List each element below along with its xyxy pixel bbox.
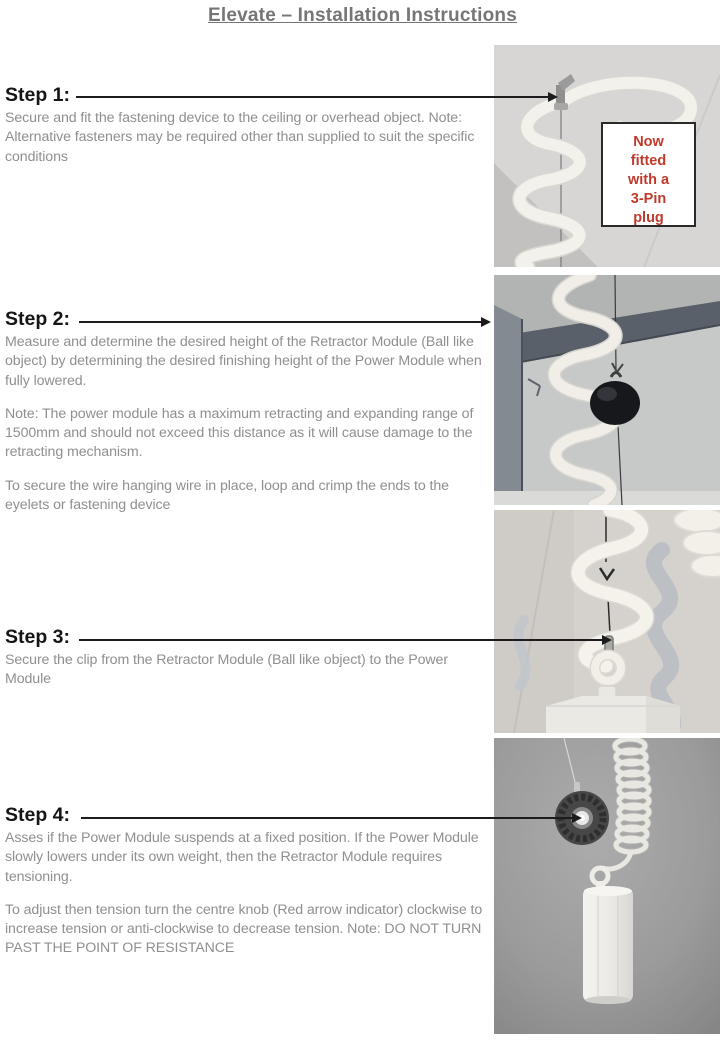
step-2-paragraph-2: To secure the wire hanging wire in place, loop and crimp the ends to the eyelets or fastening device bbox=[5, 477, 449, 514]
step-1-arrow bbox=[76, 96, 550, 98]
steel-stud bbox=[494, 305, 522, 505]
photo-step2-illustration bbox=[494, 275, 720, 505]
callout-line: with a bbox=[627, 172, 670, 188]
step-4-heading: Step 4: bbox=[5, 804, 71, 826]
photo-step1-ceiling-fastener bbox=[494, 45, 720, 267]
step-2-paragraph: Measure and determine the desired height of the Retractor Module (Ball like object) by determining the desired finishing height of the Power Module when fully lowered. bbox=[5, 334, 482, 389]
step-3-paragraph: Secure the clip from the Retractor Module (Ball like object) to the Power Module bbox=[5, 652, 448, 688]
step-1-heading: Step 1: bbox=[5, 84, 71, 106]
step-1-section bbox=[5, 84, 487, 181]
step-4-paragraph-2: To adjust then tension turn the centre knob (Red arrow indicator) clockwise to increase tension or anti-clockwise to decrease tension. Note: DO NOT TURN PAST THE POINT OF RESISTANCE bbox=[5, 901, 483, 957]
step-4-paragraph: Asses if the Power Module suspends at a fixed position. If the Power Module slowly lowers under its own weight, then the Retractor Module requires tensioning. bbox=[5, 830, 479, 885]
photo-step4-illustration bbox=[494, 738, 720, 1034]
step-2-note: Note: The power module has a maximum retracting and expanding range of 1500mm and should not exceed this distance as it will cause damage to the retracting mechanism. bbox=[5, 405, 474, 461]
callout-line: 3-Pin bbox=[630, 191, 667, 207]
step-1-paragraph: Secure and fit the fastening device to the ceiling or overhead object. Note: Alternative fasteners may be required other than supplied to suit the specific conditions bbox=[5, 110, 475, 165]
photo-step4-tension-knob bbox=[494, 738, 720, 1034]
step-2-section bbox=[5, 308, 487, 529]
callout-line: plug bbox=[633, 210, 664, 226]
step-3-heading: Step 3: bbox=[5, 626, 71, 648]
step-3-section bbox=[5, 626, 487, 704]
page-title: Elevate – Installation Instructions bbox=[208, 5, 517, 26]
step-4-section bbox=[5, 804, 487, 973]
step-3-arrow bbox=[79, 639, 604, 641]
callout-line: Now bbox=[633, 134, 664, 150]
step-2-heading: Step 2: bbox=[5, 308, 71, 330]
power-module bbox=[583, 881, 633, 1004]
callout-box-3pin-plug bbox=[601, 122, 696, 227]
callout-line: fitted bbox=[630, 153, 667, 169]
photo-step3-clip-connection bbox=[494, 510, 720, 733]
photo-step2-retractor-module bbox=[494, 275, 720, 505]
step-2-arrow bbox=[79, 321, 483, 323]
step-4-arrow bbox=[81, 817, 574, 819]
photo-step3-illustration bbox=[494, 510, 720, 733]
